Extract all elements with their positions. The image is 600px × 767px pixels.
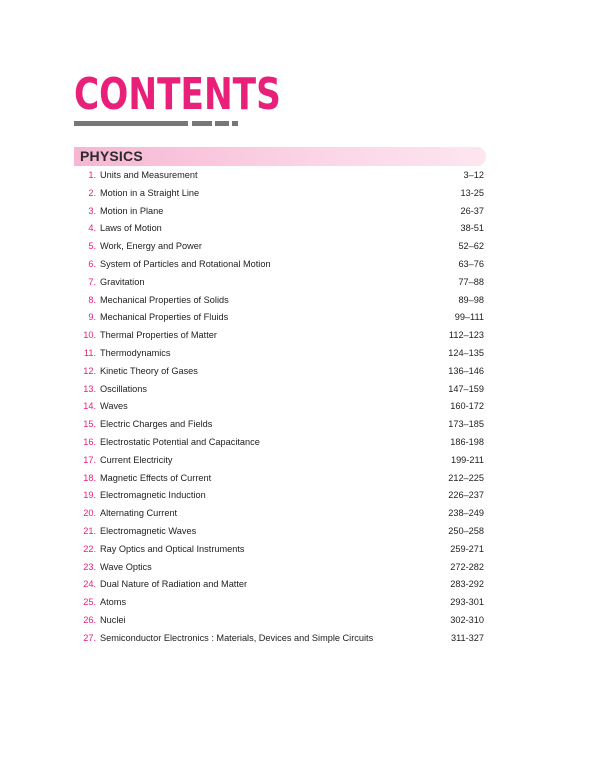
- chapter-number: 23.: [83, 561, 96, 572]
- chapter-title: Motion in a Straight Line: [100, 187, 200, 198]
- chapter-number: 4.: [88, 223, 96, 234]
- chapter-title: Kinetic Theory of Gases: [100, 365, 198, 376]
- chapter-title: Alternating Current: [100, 508, 178, 519]
- toc-entry[interactable]: [74, 398, 484, 416]
- chapter-page-range: 136–146: [448, 365, 484, 376]
- toc-entry[interactable]: [74, 505, 484, 523]
- chapter-number: 25.: [83, 597, 96, 608]
- chapter-page-range: 186-198: [450, 436, 484, 447]
- chapter-page-range: 77–88: [458, 276, 484, 287]
- toc-entry[interactable]: [74, 256, 484, 274]
- chapter-title: Dual Nature of Radiation and Matter: [100, 579, 248, 590]
- chapter-number: 8.: [88, 294, 96, 305]
- chapter-page-range: 293-301: [450, 597, 484, 608]
- toc-entry[interactable]: [74, 630, 484, 648]
- chapter-page-range: 283-292: [450, 579, 484, 590]
- chapter-title: Electric Charges and Fields: [100, 419, 213, 430]
- chapter-page-range: 226–237: [448, 490, 484, 501]
- section-header-bar: [74, 147, 486, 166]
- chapter-page-range: 259-271: [450, 543, 484, 554]
- toc-entry[interactable]: [74, 363, 484, 381]
- toc-entry[interactable]: [74, 238, 484, 256]
- chapter-page-range: 13-25: [460, 187, 484, 198]
- chapter-number: 26.: [83, 614, 96, 625]
- chapter-number: 20.: [83, 508, 96, 519]
- toc-entry[interactable]: [74, 452, 484, 470]
- chapter-page-range: 199-211: [450, 454, 484, 465]
- toc-entry[interactable]: [74, 487, 484, 505]
- chapter-title: Motion in Plane: [100, 205, 164, 216]
- chapter-number: 12.: [83, 365, 96, 376]
- chapter-page-range: 26-37: [460, 205, 484, 216]
- chapter-number: 5.: [88, 241, 96, 252]
- chapter-title: Nuclei: [100, 614, 126, 625]
- toc-entry[interactable]: [74, 220, 484, 238]
- chapter-title: Ray Optics and Optical Instruments: [100, 543, 245, 554]
- table-of-contents: [74, 167, 484, 648]
- chapter-number: 1.: [88, 170, 96, 180]
- chapter-number: 3.: [88, 205, 96, 216]
- chapter-number: 24.: [83, 579, 96, 590]
- chapter-title: Work, Energy and Power: [100, 241, 202, 252]
- toc-entry[interactable]: [74, 274, 484, 292]
- toc-entry[interactable]: [74, 203, 484, 221]
- section-title: PHYSICS: [80, 148, 143, 164]
- toc-entry[interactable]: [74, 523, 484, 541]
- toc-entry[interactable]: [74, 381, 484, 399]
- chapter-page-range: 238–249: [448, 508, 484, 519]
- chapter-title: Electromagnetic Induction: [100, 490, 206, 501]
- chapter-title: Units and Measurement: [100, 170, 198, 180]
- chapter-title: Laws of Motion: [100, 223, 162, 234]
- chapter-page-range: 160-172: [450, 401, 484, 412]
- chapter-number: 6.: [88, 258, 96, 269]
- toc-entry[interactable]: [74, 434, 484, 452]
- toc-entry[interactable]: [74, 309, 484, 327]
- chapter-number: 14.: [83, 401, 96, 412]
- title-underline-segment: [74, 121, 188, 126]
- chapter-page-range: 38-51: [460, 223, 484, 234]
- chapter-number: 18.: [83, 472, 96, 483]
- chapter-number: 27.: [83, 632, 96, 643]
- title-underline-segment: [192, 121, 212, 126]
- toc-entry[interactable]: [74, 327, 484, 345]
- chapter-page-range: 173–185: [448, 419, 484, 430]
- chapter-number: 9.: [88, 312, 96, 323]
- chapter-number: 2.: [88, 187, 96, 198]
- toc-entry[interactable]: [74, 541, 484, 559]
- page-title: CONTENTS: [74, 69, 281, 120]
- chapter-page-range: 89–98: [458, 294, 484, 305]
- chapter-title: Electromagnetic Waves: [100, 525, 197, 536]
- chapter-title: Semiconductor Electronics : Materials, Devices and Simple Circuits: [100, 632, 374, 643]
- chapter-number: 22.: [83, 543, 96, 554]
- chapter-page-range: 112–123: [448, 330, 484, 341]
- toc-entry[interactable]: [74, 594, 484, 612]
- chapter-page-range: 124–135: [448, 347, 484, 358]
- title-underline-segment: [232, 121, 238, 126]
- chapter-page-range: 272-282: [450, 561, 484, 572]
- toc-entry[interactable]: [74, 559, 484, 577]
- chapter-number: 15.: [83, 419, 96, 430]
- chapter-title: Atoms: [100, 597, 127, 608]
- chapter-page-range: 212–225: [448, 472, 484, 483]
- chapter-number: 17.: [83, 454, 96, 465]
- toc-entry[interactable]: [74, 167, 484, 185]
- chapter-number: 10.: [83, 330, 96, 341]
- chapter-title: Gravitation: [100, 276, 145, 287]
- toc-entry[interactable]: [74, 416, 484, 434]
- chapter-title: Current Electricity: [100, 454, 173, 465]
- chapter-page-range: 250–258: [448, 525, 484, 536]
- chapter-title: Magnetic Effects of Current: [100, 472, 212, 483]
- chapter-title: System of Particles and Rotational Motion: [100, 258, 271, 269]
- chapter-number: 19.: [83, 490, 96, 501]
- chapter-title: Oscillations: [100, 383, 147, 394]
- chapter-number: 7.: [88, 276, 96, 287]
- toc-entry[interactable]: [74, 345, 484, 363]
- chapter-title: Waves: [100, 401, 128, 412]
- title-underline-segment: [215, 121, 229, 126]
- toc-entry[interactable]: [74, 612, 484, 630]
- toc-entry[interactable]: [74, 470, 484, 488]
- toc-entry[interactable]: [74, 185, 484, 203]
- chapter-title: Electrostatic Potential and Capacitance: [100, 436, 260, 447]
- chapter-page-range: 3–12: [463, 170, 484, 180]
- chapter-page-range: 52–62: [458, 241, 484, 252]
- chapter-page-range: 302-310: [450, 614, 484, 625]
- chapter-number: 21.: [83, 525, 96, 536]
- chapter-page-range: 63–76: [458, 258, 484, 269]
- chapter-number: 16.: [83, 436, 96, 447]
- chapter-title: Thermal Properties of Matter: [100, 330, 217, 341]
- chapter-title: Mechanical Properties of Fluids: [100, 312, 229, 323]
- chapter-number: 13.: [83, 383, 96, 394]
- chapter-page-range: 147–159: [448, 383, 484, 394]
- chapter-number: 11.: [83, 347, 96, 358]
- chapter-page-range: 99–111: [454, 312, 484, 323]
- chapter-title: Thermodynamics: [100, 347, 171, 358]
- toc-entry[interactable]: [74, 576, 484, 594]
- chapter-page-range: 311-327: [450, 632, 484, 643]
- chapter-title: Wave Optics: [100, 561, 152, 572]
- toc-entry[interactable]: [74, 292, 484, 310]
- chapter-title: Mechanical Properties of Solids: [100, 294, 229, 305]
